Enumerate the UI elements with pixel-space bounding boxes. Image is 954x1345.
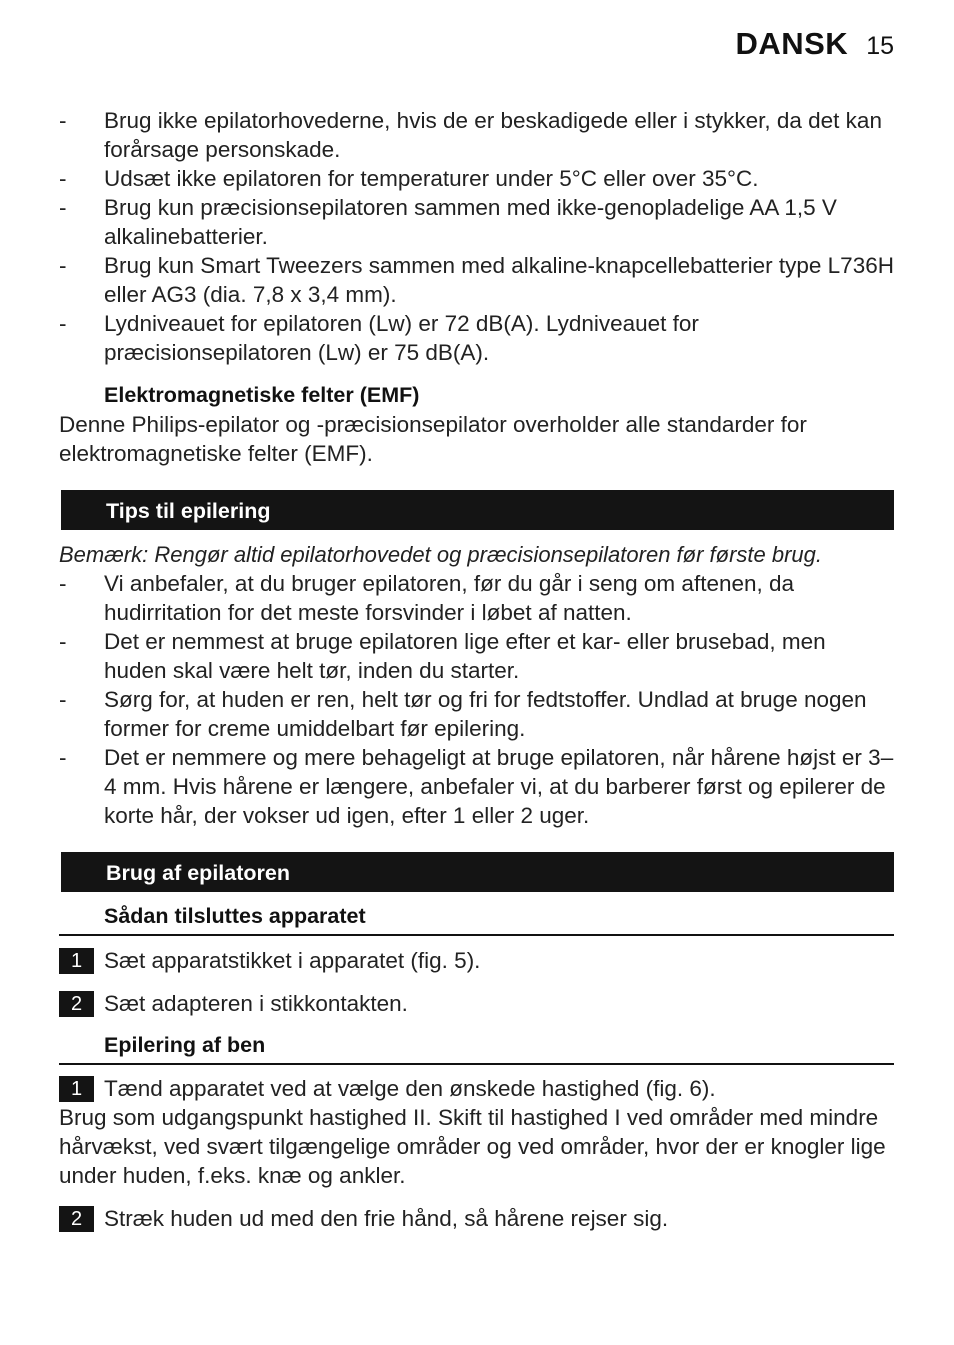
dash-marker: -: [59, 311, 67, 336]
dash-marker: -: [59, 253, 67, 278]
dash-marker: -: [59, 195, 67, 220]
emf-text: Denne Philips-epilator og -præcisionsepilator overholder alle standarder for elektromagnetiske felter (EMF).: [59, 412, 807, 466]
step-text: Tænd apparatet ved at vælge den ønskede hastighed (fig. 6).: [104, 1076, 716, 1101]
list-item: - Brug kun Smart Tweezers sammen med alkaline-knapcellebatterier type L736H eller AG3 (dia. 7,8 x 3,4 mm).: [59, 253, 894, 307]
step-text: Sæt apparatstikket i apparatet (fig. 5).: [104, 948, 481, 973]
step-text: Sæt adapteren i stikkontakten.: [104, 991, 408, 1016]
step-number-badge: 2: [59, 1206, 94, 1232]
connect-heading: Sådan tilsluttes apparatet: [59, 902, 894, 936]
dash-marker: -: [59, 108, 67, 133]
safety-bullet-list: [59, 106, 894, 367]
list-item: - Lydniveauet for epilatoren (Lw) er 72 dB(A). Lydniveauet for præcisionsepilatoren (Lw) er 75 dB(A).: [59, 311, 699, 365]
dash-marker: -: [59, 166, 67, 191]
step-number-badge: 1: [59, 948, 94, 974]
list-item: - Brug ikke epilatorhovederne, hvis de er beskadigede eller i stykker, da det kan forårsage personskade.: [59, 108, 882, 162]
list-item: - Det er nemmere og mere behageligt at bruge epilatoren, når hårene højst er 3–4 mm. Hvis hårene er længere, anbefaler vi, at du barberer først og epilerer de korte hår, der vokser ud igen, efter 1 eller 2 uger.: [59, 745, 894, 828]
dash-marker: -: [59, 571, 67, 596]
tips-section-title: Tips til epilering: [61, 490, 894, 530]
emf-heading: Elektromagnetiske felter (EMF): [104, 383, 420, 407]
dash-marker: -: [59, 745, 67, 770]
dash-marker: -: [59, 687, 67, 712]
step-text: Stræk huden ud med den frie hånd, så hårene rejser sig.: [104, 1206, 669, 1231]
dash-marker: -: [59, 629, 67, 654]
list-item: - Sørg for, at huden er ren, helt tør og fri for fedtstoffer. Undlad at bruge nogen former for creme umiddelbart før epilering.: [59, 687, 867, 741]
page-header: [735, 26, 894, 62]
list-item: - Vi anbefaler, at du bruger epilatoren, før du går i seng om aftenen, da hudirritation for det meste forsvinder i løbet af natten.: [59, 571, 795, 625]
legs-heading: Epilering af ben: [59, 1031, 894, 1065]
page-content: [59, 106, 894, 1233]
tips-bullet-list: [59, 569, 894, 830]
page-number: 15: [866, 32, 894, 60]
step-item: [59, 989, 894, 1018]
list-item: - Udsæt ikke epilatoren for temperaturer under 5°C eller over 35°C.: [59, 166, 759, 191]
step-number-badge: 2: [59, 991, 94, 1017]
cleaning-note: Bemærk: Rengør altid epilatorhovedet og præcisionsepilatoren før første brug.: [59, 542, 823, 567]
step-item: [59, 1204, 894, 1233]
list-item: - Det er nemmest at bruge epilatoren lige efter et kar- eller brusebad, men huden skal være helt tør, inden du starter.: [59, 629, 826, 683]
usage-section-title: Brug af epilatoren: [61, 852, 894, 892]
list-item: - Brug kun præcisionsepilatoren sammen med ikke-genopladelige AA 1,5 V alkalinebatterier.: [59, 195, 837, 249]
step-item: [59, 946, 894, 975]
step-number-badge: 1: [59, 1076, 94, 1102]
speed-instructions: Brug som udgangspunkt hastighed II. Skift til hastighed I ved områder med mindre hårvækst, ved svært tilgængelige områder og ved områder, hvor der er knogler lige under huden, f.eks. knæ og ankler.: [59, 1105, 886, 1188]
step-item: [59, 1074, 894, 1103]
language-label: DANSK: [735, 26, 849, 61]
